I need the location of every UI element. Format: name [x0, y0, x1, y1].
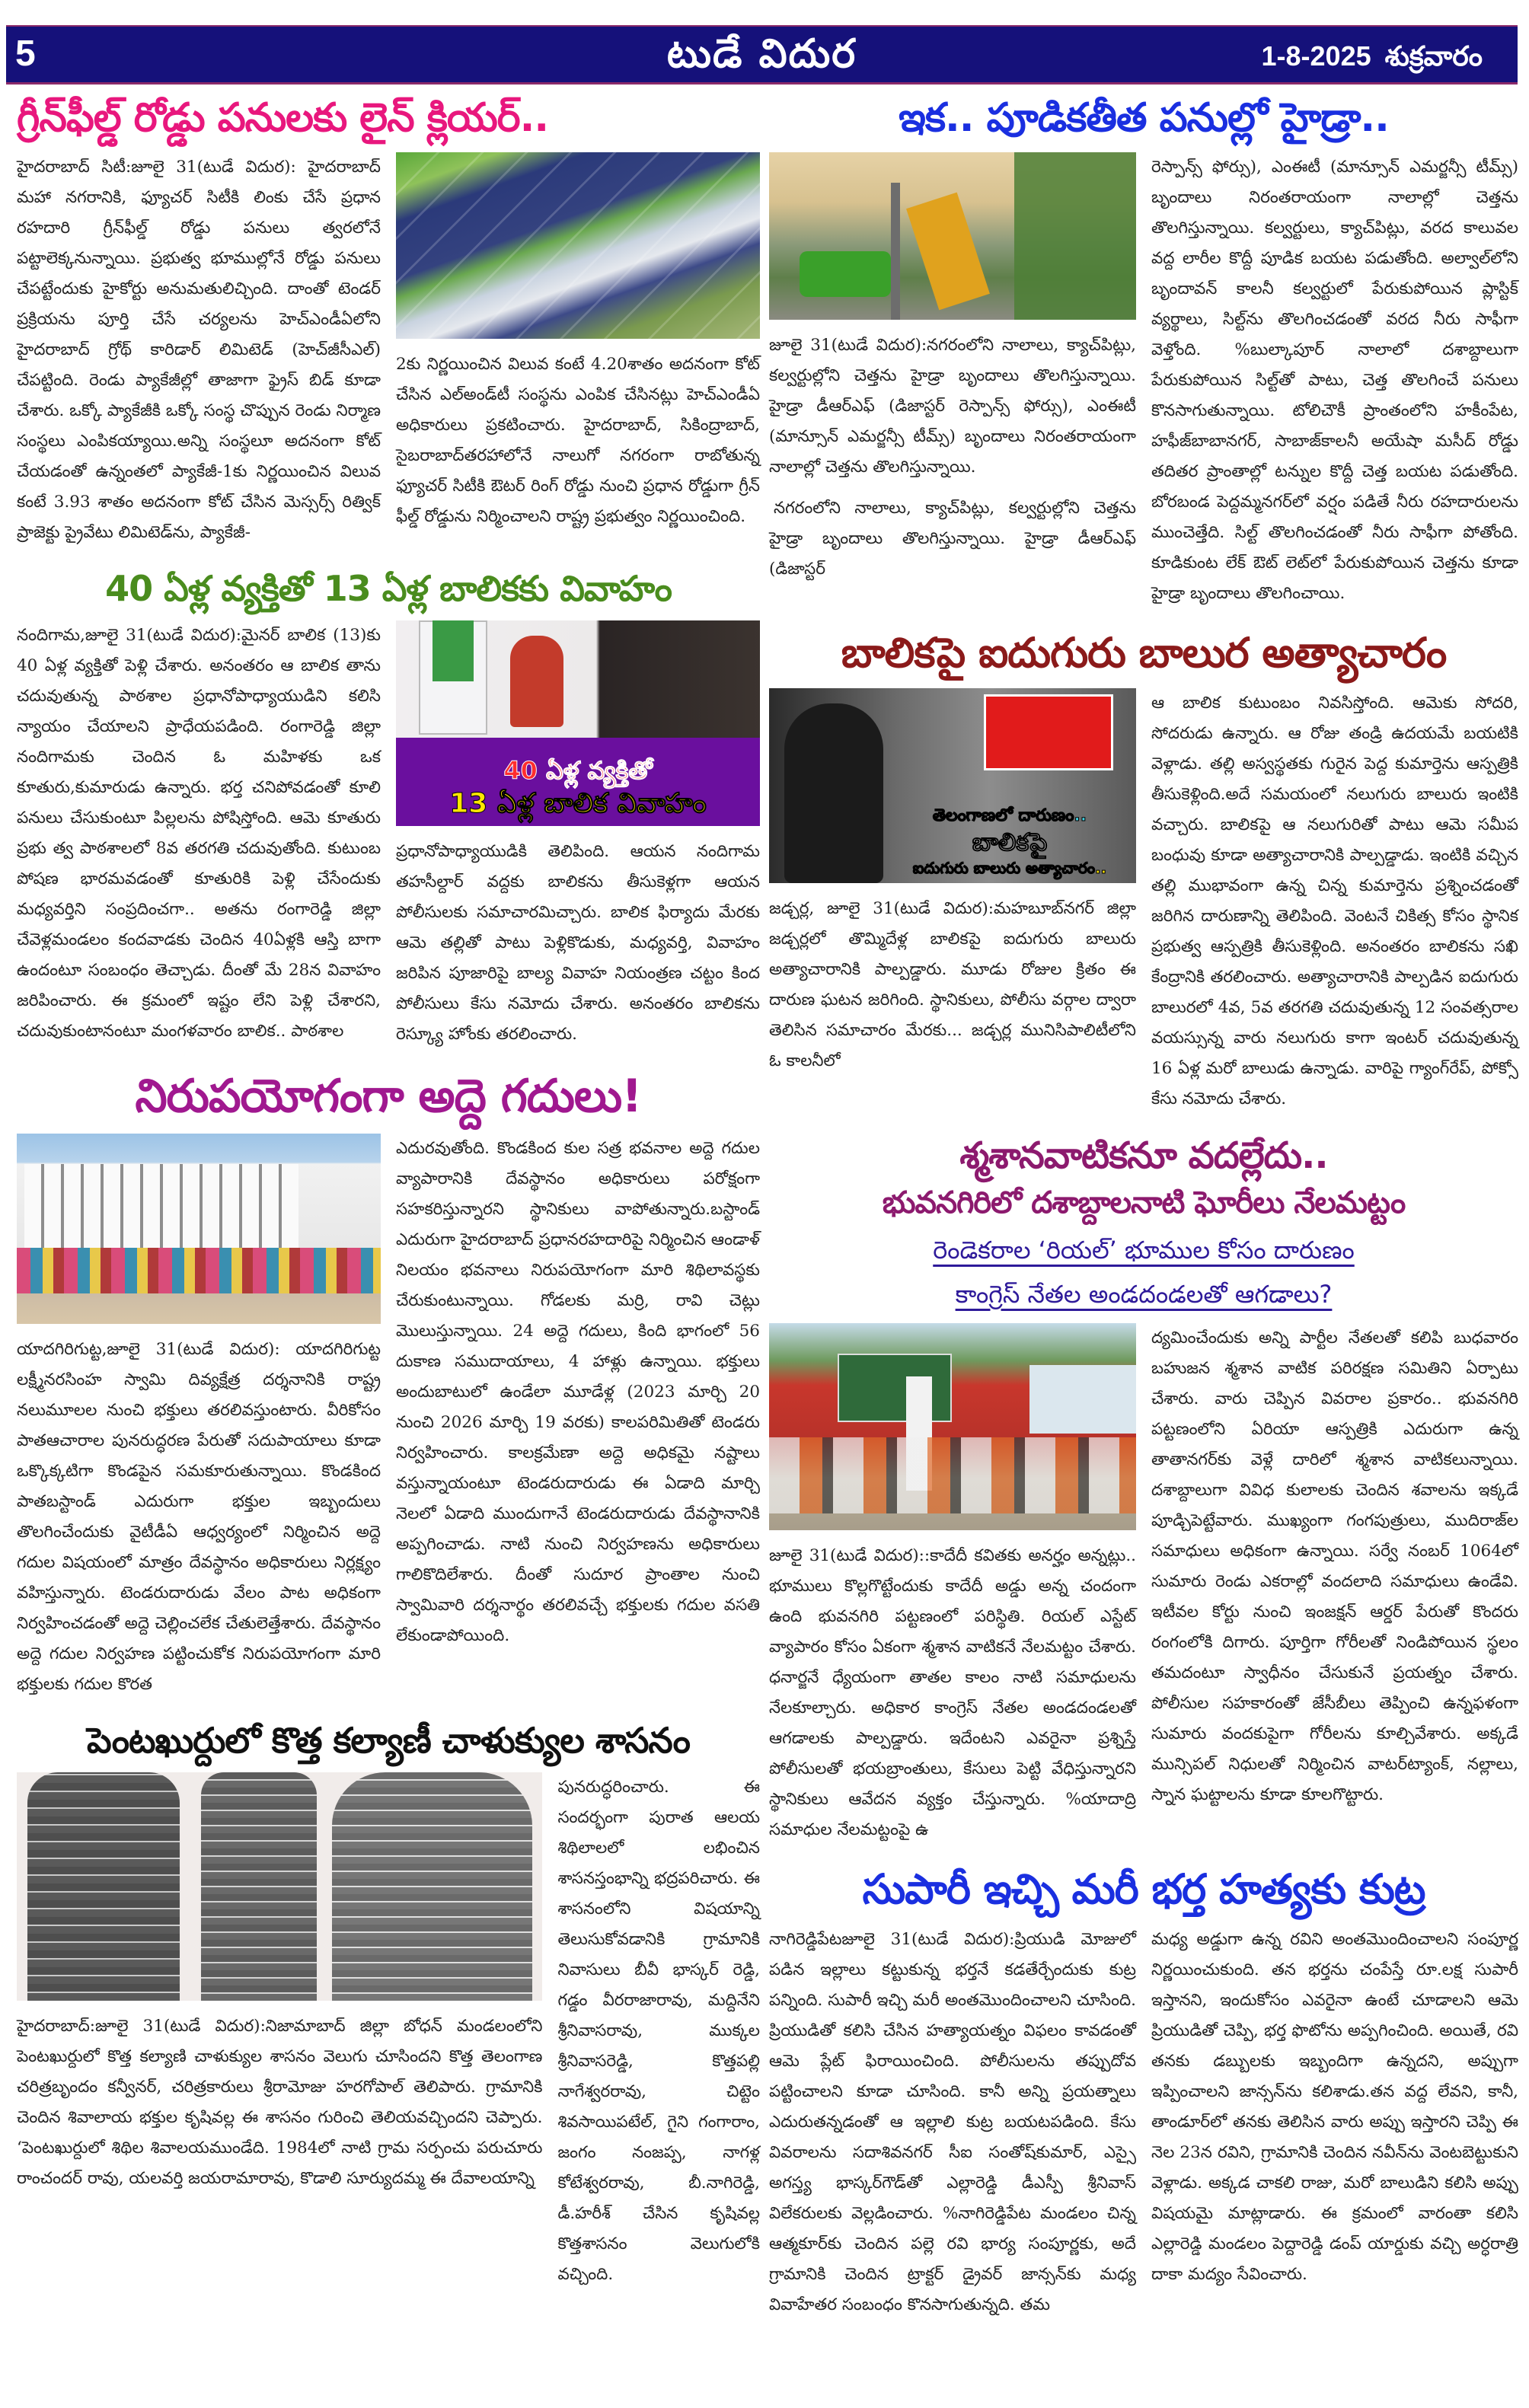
cemetery-columns — [769, 1323, 1518, 1845]
headline-hydraa: ఇక.. పూడికతీత పనుల్లో హైడ్రా.. — [899, 95, 1389, 141]
excavator-canal-photo — [769, 152, 1136, 320]
protest-meeting-photo — [769, 1323, 1136, 1530]
headline-cemetery-line-2: భువనగిరిలో దశాబ్దాలనాటి ఘోరీలు నేలమట్టం — [882, 1185, 1406, 1220]
rental-rooms-column-2: ఎదురవుతోంది. కొండకింద కుల సత్ర భవనాల అద్దె గదుల వ్యాపారానికి దేవస్థానం అధికారులు పరోక్షంగా సహకరిస్తున్నారని స్థానికులు వాపోతున్నారు.బస్టాండ్ ఎదురుగా హైదరాబాద్ ప్రధానరహదారిపై నిర్మించిన ఆండాళ్ నిలయం భవనాలు నిరుపయోగంగా మారి శిథిలావస్థకు చేరుకుంటున్నాయి. గోడలకు మర్రి, రావి చెట్లు మొలుస్తున్నాయి. 24 అద్దె గదులు, కింది భాగంలో 56 దుకాణ సముదాయాలు, 4 హాళ్లు ఉన్నాయి. భక్తులు అందుబాటులో ఉండేలా మూడేళ్ల (2023 మార్చి 20 నుంచి 2026 మార్చి 19 వరకు) కాలపరిమితితో టెండరు నిర్వహించారు. కాలక్రమేణా అద్దె అధికమై నష్టాలు వస్తున్నాయంటూ టెండరుదారుడు ఈ ఏడాది మార్చి నెలలో ఏడాది ముందుగానే టెండరుదారుడు దేవస్థానానికి అప్పగించాడు. నాటి నుంచి నిర్వహణను అధికారులు గాలికొదిలేశారు. దీంతో సుదూర ప్రాంతాల నుంచి స్వామివారి దర్శనార్థం తరలివచ్చే భక్తులకు గదుల వసతి లేకుండాపోయింది. — [396, 1139, 760, 1646]
weekday: శుక్రవారం — [1384, 40, 1483, 72]
cemetery-column-1: జూలై 31(టుడే విదుర)::కాదేదీ కవితకు అనర్హం అన్నట్లు.. భూములు కొల్లగొట్టేందుకు కాదేదీ అడ్డు అన్న చందంగా ఉంది భువనగిరి పట్టణంలో పరిస్థితి. రియల్ ఎస్టేట్ వ్యాపారం కోసం ఏకంగా శ్మశాన వాటికనే నేలమట్టం చేశారు. ధనార్జనే ధ్యేయంగా తాతల కాలం నాటి సమాధులను నేలకూల్చారు. అధికార కాంగ్రెస్ నేతల అండదండలతో ఆగడాలకు పాల్పడ్డారు. ఇదేంటని ఎవరైనా ప్రశ్నిస్తే పోలీసులతో భయబ్రాంతులు, కేసులు పెట్టి వేధిస్తున్నారని స్థానికులు ఆవేదన వ్యక్తం చేస్తున్నారు. %యాదాద్రి సమాధుల నేలమట్టంపై ఉ — [769, 1545, 1136, 1839]
page-number: 5 — [15, 33, 36, 74]
gang-rape-col-right — [1151, 688, 1518, 1115]
left-half — [0, 85, 764, 2290]
story-greenfield-road — [17, 95, 760, 548]
child-marriage-illustration — [396, 620, 760, 826]
supari-col-right — [1151, 1925, 1518, 2290]
story-cemetery-demolition — [769, 1134, 1518, 1845]
gang-rape-columns — [769, 688, 1518, 1115]
photo-text-stack — [883, 806, 1136, 883]
page-body — [0, 85, 1529, 2320]
story-chalukya-inscription — [17, 1720, 760, 2289]
rental-rooms-col-right — [396, 1134, 760, 1651]
cemetery-column-2: ద్యమించేందుకు అన్ని పార్టీల నేతలతో కలిపి బుధవారం బహుజన శ్మశాన వాటిక పరిరక్షణ సమితిని ఏర్పాటు చేశారు. వారు చెప్పిన వివరాల ప్రకారం.. భువనగిరి పట్టణంలోని ఏరియా ఆస్పత్రికి ఎదురుగా ఉన్న తాతానగర్‌కు వెళ్లే దారిలో శ్మశాన వాటికలున్నాయి. దశాబ్దాలుగా వివిధ కులాలకు చెందిన శవాలను ఇక్కడే పూడ్చిపెట్టేవారు. ముఖ్యంగా గంగపుత్రులు, ముదిరాజ్‌ల సమాధులు అధికంగా ఉన్నాయి. సర్వే నంబర్ 1064లో సుమారు రెండు ఎకరాల్లో వందలాది సమాధులు ఉండేవి. ఇటీవల కోర్టు నుంచి ఇంజక్షన్ ఆర్డర్ పేరుతో కొందరు రంగంలోకి దిగారు. పూర్తిగా గోరీలతో నిండిపోయిన స్థలం తమదంటూ స్వాధీనం చేసుకునే ప్రయత్నం చేశారు. పోలీసుల సహకారంతో జేసీబీలు తెప్పించి ఉన్నఫళంగా సుమారు వందకుపైగా గోరీలను కూల్చివేశారు. అక్కడే మున్సిపల్ నిధులతో నిర్మించిన వాటర్‌ట్యాంక్, నల్లాలు, స్నాన ఘట్టాలను కూడా కూలగొట్టారు. — [1151, 1328, 1518, 1804]
inscription-col-left — [17, 1772, 542, 2194]
child-marriage-col-left — [17, 620, 381, 1047]
greenfield-col-right — [396, 152, 760, 532]
greenfield-column-2: 2కు నిర్ణయించిన విలువ కంటే 4.20శాతం అదనంగా కోట్ చేసిన ఎల్‌అండ్‌టీ సంస్థను ఎంపిక చేసినట్లు హెచ్‌ఎండీఏ అధికారులు ప్రకటించారు. హైదరాబాద్, సికింద్రాబాద్, సైబరాబాద్‌తరహాలోనే నాలుగో నగరంగా రాబోతున్న ఫ్యూచర్ సిటీకి ఔటర్ రింగ్ రోడ్డు నుంచి ప్రధాన రోడ్డుగా గ్రీన్ ఫీల్డ్ రోడ్డును నిర్మించాలని రాష్ట్ర ప్రభుత్వం నిర్ణయించింది. — [396, 355, 760, 527]
greenfield-columns — [17, 152, 760, 548]
child-marriage-column-2: ప్రధానోపాధ్యాయుడికి తెలిపింది. ఆయన నందిగామ తహసీల్దార్ వద్దకు బాలికను తీసుకెళ్లగా ఆయన పోలీసులకు సమాచారమిచ్చారు. బాలిక ఫిర్యాదు మేరకు ఆమె తల్లితో పాటు పెళ్లికొడుకు, మధ్యవర్తి, వివాహం జరిపిన పూజారిపై బాల్య వివాహ నియంత్రణ చట్టం కింద పోలీసులు కేసు నమోదు చేశారు. అనంతరం బాలికను రెస్క్యూ హోంకు తరలించారు. — [396, 841, 760, 1044]
child-marriage-columns — [17, 620, 760, 1050]
stone-inscription-photo — [17, 1772, 542, 2001]
subheadline-real-estate: రెండెకరాల ‘రియల్’ భూముల కోసం దారుణం — [933, 1235, 1355, 1265]
supari-col-left — [769, 1925, 1136, 2320]
date-value: 1-8-2025 — [1261, 40, 1371, 72]
child-marriage-col-right — [396, 620, 760, 1050]
hydraa-columns — [769, 152, 1518, 609]
hydraa-column-1-continued: నగరంలోని నాలాలు, క్యాచ్‌పిట్లు, కల్వర్టుల్లోని చెత్తను హైడ్రా బృందాలు తొలగిస్తున్నాయి. హైడ్రా డీఆర్‌ఎఫ్ (డిజాస్టర్ — [769, 499, 1136, 579]
newspaper-name: టుడే విదుర — [666, 31, 857, 77]
story-rental-rooms — [17, 1070, 760, 1701]
headline-rental-rooms: నిరుపయోగంగా అద్దె గదులు! — [135, 1069, 642, 1123]
illustration-text-bottom: 13 ఏళ్ల బాలిక వివాహం — [449, 788, 707, 820]
supari-columns — [769, 1925, 1518, 2320]
hydraa-col-right — [1151, 152, 1518, 609]
highway-aerial-photo — [396, 152, 760, 339]
photo-text-telangana: తెలంగాణలో దారుణం.. — [932, 805, 1087, 825]
headline-cemetery-line-1: శ్మశానవాటికనూ వదల్లేదు.. — [959, 1134, 1328, 1178]
headline-gang-rape: బాలికపై ఐదుగురు బాలుర అత్యాచారం — [841, 629, 1447, 678]
rental-building-market-photo — [17, 1134, 381, 1324]
hydraa-column-1: జూలై 31(టుడే విదుర):నగరంలోని నాలాలు, క్యాచ్‌పిట్లు, కల్వర్టుల్లోని చెత్తను హైడ్రా బృందాలు తొలగిస్తున్నాయి. హైడ్రా డీఆర్‌ఎఫ్ (డిజాస్టర్ రెస్పాన్స్ ఫోర్సు), ఎంఈటీ (మాన్సూన్ ఎమర్జన్సీ టీమ్స్) బృందాలు నిరంతరాయంగా నాలాల్లో చెత్తను తొలగిస్తున్నాయి. — [769, 336, 1136, 477]
gang-rape-column-1: జడ్చర్ల, జూలై 31(టుడే విదుర):మహబూబ్‌నగర్ జిల్లా జడ్చర్లలో తొమ్మిదేళ్ల బాలికపై ఐదుగురు బాలురు అత్యాచారానికి పాల్పడ్డారు. మూడు రోజుల క్రితం ఈ దారుణ ఘటన జరిగింది. స్థానికులు, పోలీసు వర్గాల ద్వారా తెలిసిన సమాచారం మేరకు... జడ్చర్ల మునిసిపాలిటీలోని ఓ కాలనీలో — [769, 899, 1136, 1071]
issue-date — [1262, 40, 1483, 79]
inscription-col-right — [557, 1772, 760, 2290]
cemetery-col-right — [1151, 1323, 1518, 1810]
illustration-text-top: 40 ఏళ్ల వ్యక్తితో — [503, 756, 653, 786]
supari-column-1: నాగిరెడ్డిపేటజూలై 31(టుడే విదుర):ప్రియుడి మోజులో పడిన ఇల్లాలు కట్టుకున్న భర్తనే కడతేర్చేందుకు కుట్ర పన్నింది. సుపారీ ఇచ్చి మరీ అంతమొందించాలని చూసింది. ప్రియుడితో కలిసి చేసిన హత్యాయత్నం విఫలం కావడంతో ఆమె ప్లేట్ ఫిరాయించింది. పోలీసులను తప్పుదోవ పట్టించాలని కూడా చూసింది. కానీ అన్ని ప్రయత్నాలు ఎదురుతన్నడంతో ఆ ఇల్లాలి కుట్ర బయటపడింది. కేసు వివరాలను సదాశివనగర్ సీఐ సంతోష్‌కుమార్, ఎస్సై అగస్త్య భాస్కర్‌గౌడ్‌తో ఎల్లారెడ్డి డీఎస్పీ శ్రీనివాస్ విలేకరులకు వెల్లడించారు. %నాగిరెడ్డిపేట మండలం చిన్న ఆత్మకూర్‌కు చెందిన పల్లె రవి భార్య సంపూర్ణకు, అదే గ్రామానికి చెందిన ట్రాక్టర్ డ్రైవర్ జాన్సన్‌కు మధ్య వివాహేతర సంబంధం కొనసాగుతున్నది. తమ — [769, 1929, 1136, 2314]
headline-greenfield: గ్రీన్‌ఫీల్డ్ రోడ్డు పనులకు లైన్ క్లియర్.. — [17, 95, 549, 141]
masthead — [6, 25, 1518, 85]
story-hydraa-desilting — [769, 95, 1518, 609]
headline-child-marriage: 40 ఏళ్ల వ్యక్తితో 13 ఏళ్ల బాలికకు వివాహం — [105, 568, 672, 610]
cemetery-col-left — [769, 1323, 1136, 1845]
story-gang-rape — [769, 629, 1518, 1115]
headline-inscription: పెంటఖుర్దులో కొత్త కల్యాణీ చాళుక్యుల శాసనం — [87, 1720, 690, 1762]
photo-text-balikapai: బాలికపై — [972, 828, 1048, 857]
rental-rooms-columns — [17, 1134, 760, 1700]
gang-rape-column-2: ఆ బాలిక కుటుంబం నివసిస్తోంది. ఆమెకు సోదరి, సోదరుడు ఉన్నారు. ఆ రోజు తండ్రి ఉదయమే బయటికి వెళ్లాడు. తల్లి అస్వస్థతకు గురైన పెద్ద కుమార్తెను ఆస్పత్రికి తీసుకెళ్లింది.అదే సమయంలో నలుగురు బాలురు ఇంటికి వచ్చారు. బాలికపై ఆ నలుగురితో పాటు ఆమె సమీప బంధువు కూడా అత్యాచారానికి పాల్పడ్డాడు. ఇంటికి వచ్చిన తల్లి ముభావంగా ఉన్న చిన్న కుమార్తెను ప్రశ్నించడంతో జరిగిన దారుణాన్ని తెలిపింది. వెంటనే చికిత్స కోసం స్థానిక ప్రభుత్వ ఆస్పత్రికి తీసుకెళ్లింది. అనంతరం బాలికను సఖి కేంద్రానికి తరలించారు. అత్యాచారానికి పాల్పడిన ఐదుగురు బాలురలో 4వ, 5వ తరగతి చదువుతున్న 12 సంవత్సరాల వయస్సున్న వారు నలుగురు కాగా ఇంటర్ చదువుతున్న 16 ఏళ్ల మరో బాలుడు ఉన్నాడు. వారిపై గ్యాంగ్‌రేప్, పోక్సో కేసు నమోదు చేశారు. — [1151, 694, 1518, 1109]
child-marriage-column-1: నందిగామ,జూలై 31(టుడే విదుర):మైనర్ బాలిక (13)కు 40 ఏళ్ల వ్యక్తితో పెళ్లి చేశారు. అనంతరం ఆ బాలిక తాను చదువుతున్న పాఠశాల ప్రధానోపాధ్యాయుడిని కలిసి న్యాయం చేయాలని ప్రాధేయపడింది. రంగారెడ్డి జిల్లా నందిగామకు చెందిన ఓ మహిళకు ఒక కూతురు,కుమారుడు ఉన్నారు. భర్త చనిపోవడంతో కూలి పనులు చేసుకుంటూ పిల్లలను పోషిస్తోంది. ఆమె కూతురు ప్రభు త్వ పాఠశాలలో 8వ తరగతి చదువుతోంది. కుటుంబ పోషణ భారమవడంతో కూతురికి పెళ్లి చేసేందుకు మధ్యవర్తిని సంప్రదించగా.. అతను రంగారెడ్డి జిల్లా చేవెళ్లమండలం కందవాడకు చెందిన 40ఏళ్లకి ఆస్తి బాగా ఉందంటూ సంబంధం తెచ్చాడు. దీంతో మే 28న వివాహం జరిపించారు. ఈ క్రమంలో ఇష్టం లేని పెళ్లి చేశారని, చదువుకుంటానంటూ మంగళవారం బాలిక.. పాఠశాల — [17, 625, 381, 1041]
hydraa-col-left — [769, 152, 1136, 585]
subheadline-congress-leaders: కాంగ్రెస్ నేతల అండదండలతో ఆగడాలు? — [955, 1279, 1333, 1309]
greenfield-col-left — [17, 152, 381, 548]
distressed-girl-photo — [769, 688, 1136, 883]
inscription-column-2: పునరుద్ధరించారు. ఈ సందర్భంగా పురాత ఆలయ శిథిలాలలో లభించిన శాసనస్తంభాన్ని భద్రపరిచారు. ఈ శాసనంలోని విషయాన్ని తెలుసుకోవడానికి గ్రామానికి నివాసులు బీవీ భాస్కర్ రెడ్డి, గడ్డం వీరరాజారావు, మద్దినేని శ్రీనివాసరావు, ముక్కల శ్రీనివాసరెడ్డి, కొత్తపల్లి నాగేశ్వరరావు, చిట్టెం శివసాయిపటేల్, గైని గంగారాం, జంగం నంజప్ప, నాగళ్ల కోటేశ్వరరావు, బీ.నాగిరెడ్డి, డీ.హరీశ్ చేసిన కృషివల్ల కొత్తశాసనం వెలుగులోకి వచ్చింది. — [557, 1777, 760, 2284]
story-supari-murder-plot — [769, 1865, 1518, 2320]
story-child-marriage — [17, 568, 760, 1049]
right-half — [764, 85, 1529, 2320]
gang-rape-col-left — [769, 688, 1136, 1076]
inscription-column-1: హైదరాబాద్:జూలై 31(టుడే విదుర):నిజామాబాద్ జిల్లా బోధన్ మండలంలోని పెంటఖుర్దులో కొత్త కల్యాణి చాళుక్యుల శాసనం వెలుగు చూసిందని కొత్త తెలంగాణ చరిత్రబృందం కన్వీనర్, చరిత్రకారులు శ్రీరామోజు హరగోపాల్ తెలిపారు. గ్రామానికి చెందిన శివాలాయ భక్తుల కృషివల్ల ఈ శాసనం గురించి తెలియవచ్చిందని చెప్పారు. ‘పెంటఖుర్దులో శిథిల శివాలయముండేది. 1984లో నాటి గ్రామ సర్పంచు పరుచూరు రాంచందర్ రావు, యలవర్తి జయరామారావు, కొడాలి సూర్యుదమ్మ ఈ దేవాలయాన్ని — [17, 2016, 543, 2188]
supari-column-2: మధ్య అడ్డుగా ఉన్న రవిని అంతమొందించాలని సంపూర్ణ నిర్ణయించుకుంది. తన భర్తను చంపేస్తే రూ.లక్ష సుపారీ ఇస్తానని, ఇందుకోసం ఎవరైనా ఉంటే చూడాలని ఆమె ప్రియుడితో చెప్పి, భర్త ఫొటోను అప్పగించింది. అయితే, రవి తనకు డబ్బులకు ఇబ్బందిగా ఉన్నదని, అప్పుగా ఇప్పించాలని జాన్సన్‌ను కలిశాడు.తన వద్ద లేవని, కానీ, తాండూర్‌లో తనకు తెలిసిన వారు అప్పు ఇస్తారని చెప్పి ఈ నెల 23న రవిని, గ్రామానికి చెందిన నవీన్‌ను వెంటబెట్టుకుని వెళ్లాడు. అక్కడ చాకలి రాజు, మరో బాలుడిని కలిసి అప్పు విషయమై మాట్లాడారు. ఈ క్రమంలో వారంతా కలిసి ఎల్లారెడ్డి మండలం పెద్దారెడ్డి డంప్ యార్డుకు వచ్చి అర్ధరాత్రి దాకా మద్యం సేవించారు. — [1151, 1929, 1518, 2284]
rental-rooms-column-1: యాదగిరిగుట్ట,జూలై 31(టుడే విదుర): యాదగిరిగుట్ట లక్ష్మీనరసింహ స్వామి దివ్యక్షేత్ర దర్శనానికి రాష్ట్ర నలుమూలల నుంచి భక్తులు తరలివస్తుంటారు. వీరికోసం పాతఆచారాల పునరుద్ధరణ పేరుతో సదుపాయాలు కూడా ఒక్కొక్కటిగా కొండపైన సమకూరుతున్నాయి. కొండకింద పాతబస్టాండ్ ఎదురుగా భక్తుల ఇబ్బందులు తొలగించేందుకు వైటీడీఏ ఆధ్వర్యంలో నిర్మించిన అద్దె గదుల విషయంలో మాత్రం దేవస్థానం అధికారులు నిర్లక్ష్యం వహిస్తున్నారు. టెండరుదారుడు వేలం పాట అధికంగా నిర్వహించడంతో అద్దె చెల్లించలేక చేతులెత్తేశారు. దేవస్థానం అద్దె గదుల నిర్వహణ పట్టించుకోక నిరుపయోగంగా మారి భక్తులకు గదుల కొరత — [17, 1340, 381, 1695]
hydraa-column-2: రెస్పాన్స్ ఫోర్సు), ఎంఈటీ (మాన్సూన్ ఎమర్జన్సీ టీమ్స్) బృందాలు నిరంతరాయంగా నాలాల్లో చెత్తను తొలగిస్తున్నాయి. కల్వర్టులు, క్యాచ్‌పిట్లు, వరద కాలువల వద్ద లారీల కొద్దీ పూడిక బయట పడుతోంది. అల్వాల్‌లోని బృందావన్ కాలనీ కల్వర్టులో పేరుకుపోయిన ప్లాస్టిక్ వ్యర్థాలు, సిల్ట్‌ను తొలగించడంతో వరద నీరు సాఫీగా వెళ్తోంది. %బుల్కాపూర్ నాలాలో దశాబ్దాలుగా పేరుకుపోయిన సిల్ట్‌తో పాటు, చెత్త తొలగించే పనులు కొనసాగుతున్నాయి. టోలిచౌకీ ప్రాంతంలోని హకీంపేట, హఫీజ్‌బాబానగర్, సాబాజ్‌కాలనీ అయేషా మసీద్ రోడ్డు తదితర ప్రాంతాల్లో టన్నుల కొద్దీ చెత్త బయట పడుతోంది. బోరబండ పెద్దమ్మనగర్‌లో వర్షం పడితే నీరు రహదారులను ముంచెత్తేది. సిల్ట్ తొలగించడంతో నీరు సాఫీగా పోతోంది. కూడికుంట లేక్ ఔట్ లెట్‌లో పేరుకుపోయిన చెత్తను కూడా హైడ్రా బృందాలు తొలగించాయి. — [1151, 158, 1518, 604]
rental-rooms-col-left — [17, 1134, 381, 1700]
photo-text-five-boys: ఐదుగురు బాలురు అత్యాచారం.. — [912, 859, 1107, 878]
headline-supari: సుపారీ ఇచ్చి మరీ భర్త హత్యకు కుట్ర — [862, 1864, 1425, 1913]
inscription-columns — [17, 1772, 760, 2290]
greenfield-column-1: హైదరాబాద్ సిటీ:జూలై 31(టుడే విదుర): హైదరాబాద్ మహా నగరానికి, ఫ్యూచర్ సిటీకి లింకు చేసే ప్రధాన రహదారి గ్రీన్‌ఫీల్డ్ రోడ్డు పనులు త్వరలోనే పట్టాలెక్కనున్నాయి. ప్రభుత్వ భూముల్లోనే రోడ్డు పనులు చేపట్టేందుకు హైకోర్టు అనుమతులిచ్చింది. దాంతో టెండర్ ప్రక్రియను పూర్తి చేసే చర్యలను హెచ్‌ఎండీఏలోని హైదరాబాద్ గ్రోథ్ కారిడార్ లిమిటెడ్ (హెచ్‌జీసీఎల్) చేపట్టింది. రెండు ప్యాకేజీల్లో తాజాగా ఫ్రైస్ బిడ్ కూడా చేశారు. ఒక్కో ప్యాకేజీకి ఒక్కో సంస్థ చొప్పున రెండు నిర్మాణ సంస్థలు ఎంపికయ్యాయి.అన్ని సంస్థలూ అదనంగా కోట్ చేయడంతో ఉన్నంతలో ప్యాకేజీ-1కు నిర్ణయించిన విలువ కంటే 3.93 శాతం అదనంగా కోట్ చేసిన మెస్సర్స్ రిత్విక్ ప్రాజెక్టు ప్రైవేటు లిమిటెడ్‌ను, ప్యాకేజీ- — [17, 158, 381, 543]
illustration-text-stack — [396, 757, 760, 825]
